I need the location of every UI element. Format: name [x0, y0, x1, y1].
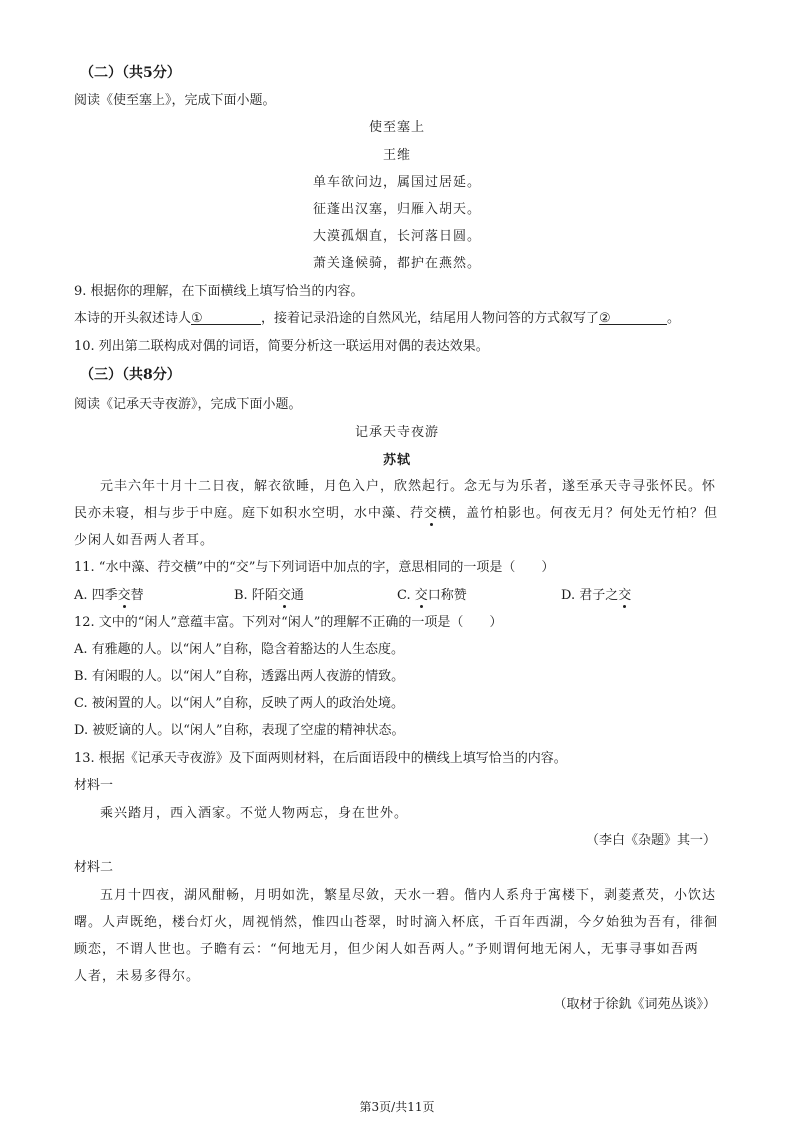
q12-option-d[interactable]: D. 被贬谪的人。以“闲人”自称，表现了空虚的精神状态。 — [74, 723, 405, 738]
section3-header: （三）（共8分） — [80, 367, 181, 383]
q11-d-dot: 交 — [618, 588, 632, 603]
prose-line-2-a: 民亦未寝，相与步于中庭。庭下如积水空明，水中藻、荇 — [74, 506, 425, 521]
poem-line-3: 大漠孤烟直，长河落日圆。 — [312, 229, 481, 244]
q11-d-pre: D. 君子之 — [561, 588, 619, 603]
q11-c-pre: C. — [397, 588, 415, 603]
prose-line-2 — [74, 505, 718, 523]
q11-option-b[interactable] — [234, 587, 304, 605]
q12-option-a[interactable]: A. 有雅趣的人。以“闲人”自称，隐含着豁达的人生态度。 — [74, 642, 404, 657]
poem-line-4: 萧关逢候骑，都护在燕然。 — [312, 256, 481, 271]
q10-stem: 10. 列出第二联构成对偶的词语，简要分析这一联运用对偶的表达效果。 — [74, 339, 489, 354]
poem-line-2: 征蓬出汉塞，归雁入胡天。 — [312, 202, 481, 217]
q9-text-end: 。 — [667, 311, 681, 326]
q11-c-post: 口称赞 — [427, 588, 467, 603]
q12-option-c[interactable]: C. 被闲置的人。以“闲人”自称，反映了两人的政治处境。 — [74, 696, 405, 711]
prose-dotted-char: 交 — [424, 506, 439, 521]
q11-b-post: 通 — [290, 588, 304, 603]
material1-label: 材料一 — [74, 778, 114, 793]
prose-title: 记承天寺夜游 — [354, 425, 439, 440]
q12-stem: 12. 文中的“闲人”意蕴丰富。下列对“闲人”的理解不正确的一项是（ ） — [74, 615, 503, 630]
prose-line-3: 少闲人如吾两人者耳。 — [74, 533, 215, 548]
q11-a-dot: 交 — [117, 588, 131, 603]
q11-option-a[interactable] — [74, 587, 144, 605]
q9-blank-1[interactable] — [191, 310, 261, 325]
q11-b-pre: B. 阡陌 — [234, 588, 278, 603]
poem-title: 使至塞上 — [368, 120, 425, 135]
section2-header: （二）（共5分） — [80, 65, 181, 81]
q11-option-c[interactable] — [397, 587, 467, 605]
prose-line-1: 元丰六年十月十二日夜，解衣欲睡，月色入户，欣然起行。念无与为乐者，遂至承天寺寻张怀民。怀 — [100, 479, 717, 494]
q9-mark-1: ① — [191, 311, 203, 326]
poem-line-1: 单车欲问边，属国过居延。 — [312, 175, 481, 190]
q11-stem: 11. “水中藻、荇交横”中的“交”与下列词语中加点的字，意思相同的一项是（ ） — [74, 560, 555, 575]
material2-line-2: 曙。人声既绝，楼台灯火，周视悄然，惟四山苍翠，时时滴入杯底，千百年西湖，今夕始独为吾有，徘徊 — [74, 915, 719, 930]
q13-stem: 13. 根据《记承天寺夜游》及下面两则材料，在后面语段中的横线上填写恰当的内容。 — [74, 751, 567, 766]
prose-author: 苏轼 — [382, 453, 411, 468]
q9-mark-2: ② — [599, 311, 611, 326]
q9-stem: 9. 根据你的理解，在下面横线上填写恰当的内容。 — [74, 284, 364, 299]
q9-blank-2[interactable] — [599, 310, 667, 325]
q11-b-dot: 交 — [277, 588, 291, 603]
q9-text-b: ，接着记录沿途的自然风光，结尾用人物问答的方式叙写了 — [261, 311, 600, 326]
section2-intro: 阅读《使至塞上》，完成下面小题。 — [74, 93, 276, 108]
prose-line-2-b: 横，盖竹柏影也。何夜无月？何处无竹柏？但 — [438, 506, 719, 521]
material2-source: （取材于徐釚《词苑丛谈》） — [553, 997, 716, 1012]
material2-label: 材料二 — [74, 860, 114, 875]
material2-line-3: 顾恋，不谓人世也。子瞻有云：“何地无月，但少闲人如吾两人。”予则谓何地无闲人，无事寻事如吾两 — [74, 942, 699, 957]
material2-line-4: 人者，未易多得尔。 — [74, 969, 201, 984]
page-footer: 第3页/共11页 — [359, 1100, 435, 1114]
q12-option-b[interactable]: B. 有闲暇的人。以“闲人”自称，透露出两人夜游的情致。 — [74, 669, 405, 684]
q11-a-pre: A. 四季 — [74, 588, 118, 603]
q11-a-post: 替 — [130, 588, 144, 603]
poem-author: 王维 — [382, 148, 411, 163]
q9-text-a: 本诗的开头叙述诗人 — [74, 311, 192, 326]
q11-c-dot: 交 — [414, 588, 428, 603]
material1-source: （李白《杂题》其一） — [585, 833, 716, 848]
material1-text: 乘兴踏月，西入酒家。不觉人物两忘，身在世外。 — [100, 806, 409, 821]
section3-intro: 阅读《记承天寺夜游》，完成下面小题。 — [74, 397, 302, 412]
q9-fill-line — [74, 310, 680, 328]
q11-option-d[interactable] — [561, 587, 631, 605]
material2-line-1: 五月十四夜，湖风酣畅，月明如洗，繁星尽敛，天水一碧。偕内人系舟于寓楼下，剥菱煮芡，小饮达 — [100, 888, 717, 903]
